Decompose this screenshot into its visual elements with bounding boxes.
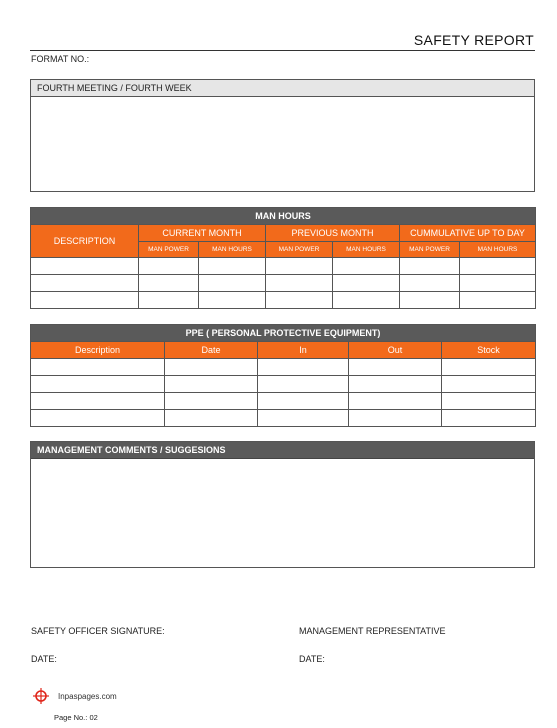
table-cell[interactable] bbox=[258, 393, 349, 410]
ppe-col-date: Date bbox=[165, 342, 258, 359]
table-cell[interactable] bbox=[460, 292, 536, 309]
table-row bbox=[31, 393, 536, 410]
table-cell[interactable] bbox=[442, 410, 536, 427]
group-previous-month: PREVIOUS MONTH bbox=[266, 225, 400, 242]
table-cell[interactable] bbox=[349, 359, 442, 376]
table-cell[interactable] bbox=[258, 410, 349, 427]
table-cell[interactable] bbox=[31, 376, 165, 393]
ppe-col-out: Out bbox=[349, 342, 442, 359]
table-cell[interactable] bbox=[442, 376, 536, 393]
table-cell[interactable] bbox=[442, 359, 536, 376]
comments-section bbox=[30, 441, 535, 568]
crosshair-logo-icon bbox=[33, 688, 49, 704]
table-cell[interactable] bbox=[258, 376, 349, 393]
comments-area[interactable] bbox=[31, 459, 534, 568]
table-cell[interactable] bbox=[31, 393, 165, 410]
table-cell[interactable] bbox=[199, 275, 266, 292]
table-cell[interactable] bbox=[460, 275, 536, 292]
table-cell[interactable] bbox=[349, 410, 442, 427]
table-cell[interactable] bbox=[258, 359, 349, 376]
table-cell[interactable] bbox=[333, 258, 400, 275]
meeting-section bbox=[30, 79, 535, 192]
table-cell[interactable] bbox=[349, 376, 442, 393]
sub-header-man-power: MAN POWER bbox=[266, 242, 333, 258]
table-cell[interactable] bbox=[31, 292, 139, 309]
meeting-header: FOURTH MEETING / FOURTH WEEK bbox=[31, 80, 534, 97]
comments-header: MANAGEMENT COMMENTS / SUGGESIONS bbox=[31, 442, 534, 459]
table-cell[interactable] bbox=[139, 292, 199, 309]
title-divider bbox=[30, 50, 535, 51]
table-cell[interactable] bbox=[165, 376, 258, 393]
ppe-title: PPE ( PERSONAL PROTECTIVE EQUIPMENT) bbox=[31, 325, 536, 342]
table-cell[interactable] bbox=[199, 292, 266, 309]
table-cell[interactable] bbox=[333, 275, 400, 292]
ppe-table bbox=[30, 324, 536, 427]
description-header: DESCRIPTION bbox=[31, 225, 139, 258]
table-cell[interactable] bbox=[199, 258, 266, 275]
format-number-label: FORMAT NO.: bbox=[31, 54, 90, 64]
table-row bbox=[31, 359, 536, 376]
sub-header-man-hours: MAN HOURS bbox=[333, 242, 400, 258]
table-cell[interactable] bbox=[165, 393, 258, 410]
table-cell[interactable] bbox=[400, 258, 460, 275]
table-cell[interactable] bbox=[165, 410, 258, 427]
table-cell[interactable] bbox=[31, 359, 165, 376]
table-cell[interactable] bbox=[139, 258, 199, 275]
table-cell[interactable] bbox=[266, 292, 333, 309]
table-cell[interactable] bbox=[266, 258, 333, 275]
table-cell[interactable] bbox=[349, 393, 442, 410]
table-row bbox=[31, 410, 536, 427]
table-cell[interactable] bbox=[442, 393, 536, 410]
table-row bbox=[31, 376, 536, 393]
date-label-right: DATE: bbox=[299, 654, 325, 664]
man-hours-title: MAN HOURS bbox=[31, 208, 536, 225]
table-cell[interactable] bbox=[31, 410, 165, 427]
table-cell[interactable] bbox=[333, 292, 400, 309]
logo-text: Inpaspages.com bbox=[58, 692, 117, 701]
meeting-notes-area[interactable] bbox=[31, 97, 534, 192]
sub-header-man-hours: MAN HOURS bbox=[460, 242, 536, 258]
report-title: SAFETY REPORT bbox=[413, 32, 534, 48]
table-cell[interactable] bbox=[460, 258, 536, 275]
table-cell[interactable] bbox=[400, 275, 460, 292]
group-cumulative: CUMMULATIVE UP TO DAY bbox=[400, 225, 536, 242]
ppe-col-description: Description bbox=[31, 342, 165, 359]
table-row bbox=[31, 275, 536, 292]
table-cell[interactable] bbox=[165, 359, 258, 376]
table-cell[interactable] bbox=[266, 275, 333, 292]
table-cell[interactable] bbox=[400, 292, 460, 309]
table-row bbox=[31, 258, 536, 275]
man-hours-table bbox=[30, 207, 536, 309]
ppe-col-in: In bbox=[258, 342, 349, 359]
group-current-month: CURRENT MONTH bbox=[139, 225, 266, 242]
date-label-left: DATE: bbox=[31, 654, 57, 664]
ppe-col-stock: Stock bbox=[442, 342, 536, 359]
table-row bbox=[31, 292, 536, 309]
table-cell[interactable] bbox=[139, 275, 199, 292]
table-cell[interactable] bbox=[31, 275, 139, 292]
sub-header-man-power: MAN POWER bbox=[400, 242, 460, 258]
sub-header-man-hours: MAN HOURS bbox=[199, 242, 266, 258]
safety-officer-signature-label: SAFETY OFFICER SIGNATURE: bbox=[31, 626, 165, 636]
management-representative-label: MANAGEMENT REPRESENTATIVE bbox=[299, 626, 446, 636]
sub-header-man-power: MAN POWER bbox=[139, 242, 199, 258]
table-cell[interactable] bbox=[31, 258, 139, 275]
page-number: Page No.: 02 bbox=[54, 713, 98, 722]
